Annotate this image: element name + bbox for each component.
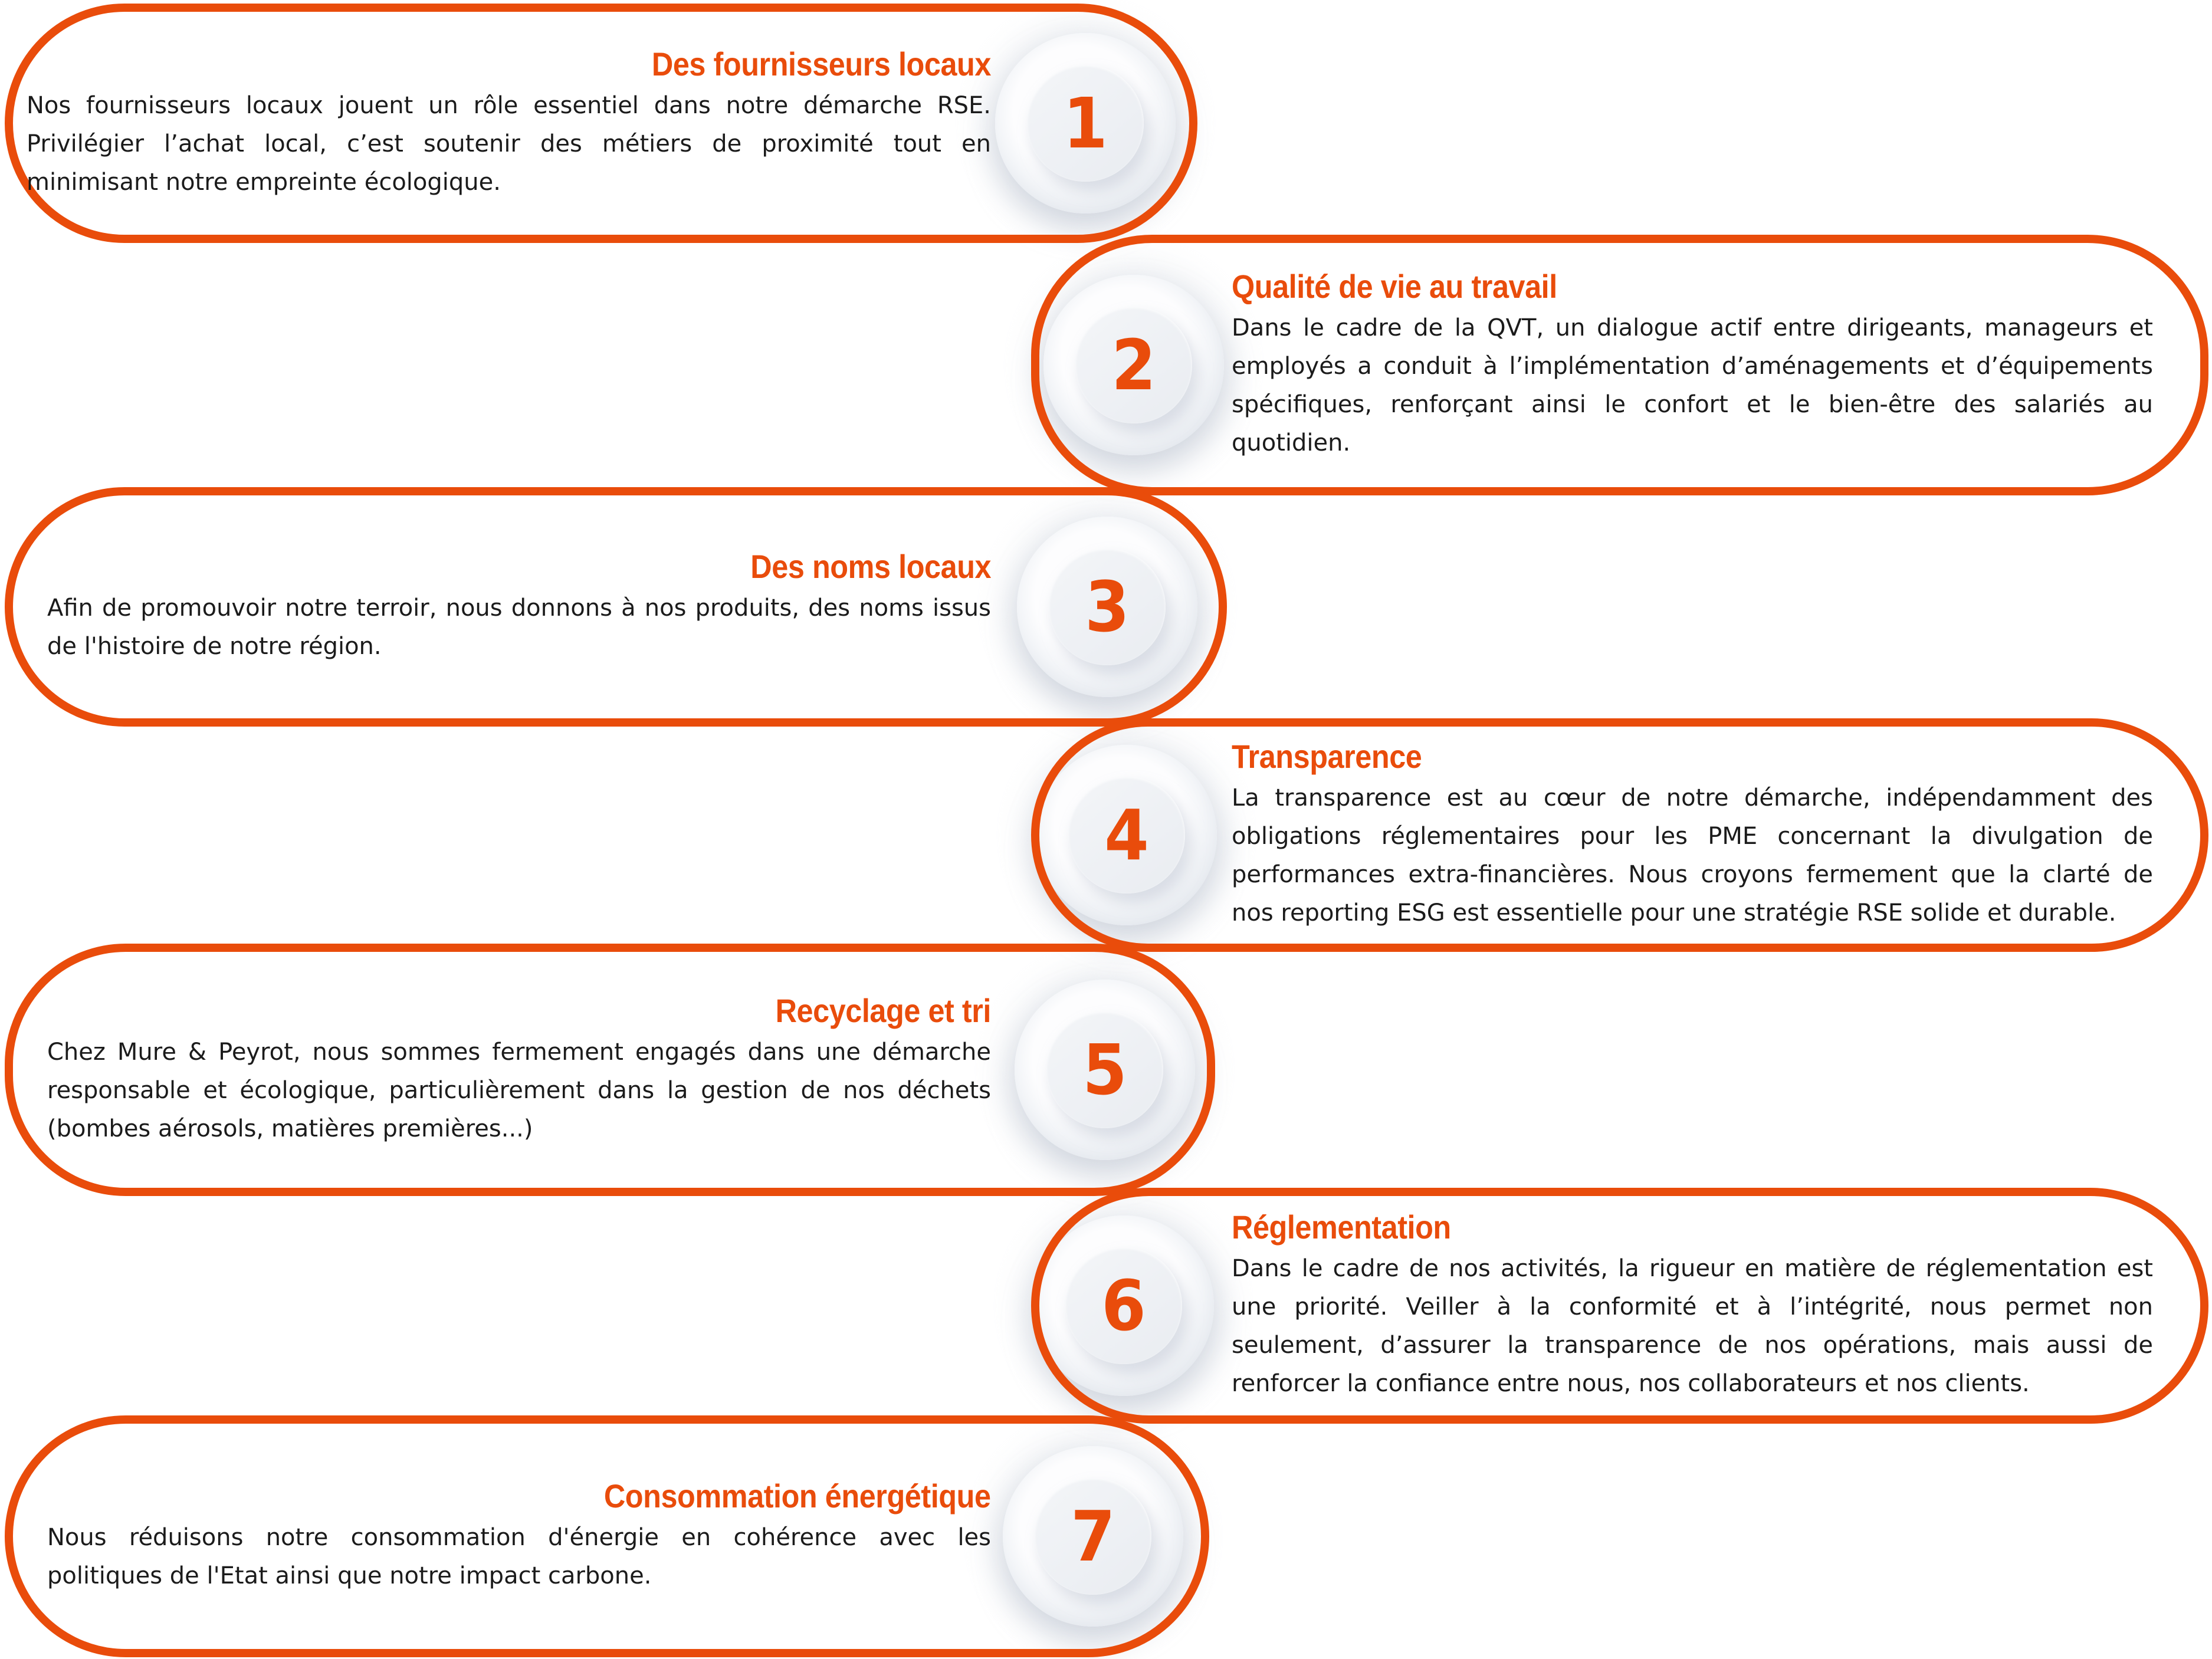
- step-4-body: La transparence est au cœur de notre démarche, indépendamment des obligations réglementaires pour les PME concernant la divulgation de performances extra-financières. Nous croyons fermement que la clarté de nos reporting ESG est essentielle pour une stratégie RSE solide et durable.: [1232, 784, 2153, 927]
- step-2-title: Qualité de vie au travail: [1232, 268, 1557, 305]
- step-7-content: [47, 1415, 991, 1657]
- step-6-content: [1232, 1188, 2153, 1424]
- step-1-content: [27, 4, 991, 243]
- step-3-content: [47, 487, 991, 727]
- step-6-number: 6: [1101, 1265, 1146, 1346]
- step-2-number: 2: [1111, 324, 1156, 406]
- step-1-number: 1: [1063, 83, 1108, 164]
- step-4-content: [1232, 718, 2153, 952]
- step-6-title: Réglementation: [1232, 1208, 1451, 1246]
- step-5-body: Chez Mure & Peyrot, nous sommes fermement engagés dans une démarche responsable et écologique, particulièrement dans la gestion de nos déchets (bombes aérosols, matières premières...): [47, 1038, 991, 1142]
- step-4-number: 4: [1104, 794, 1149, 876]
- step-1-title: Des fournisseurs locaux: [651, 45, 991, 83]
- step-6-body: Dans le cadre de nos activités, la rigueur en matière de réglementation est une priorité. Veiller à la conformité et à l’intégrité, nous permet non seulement, d’assurer la transparence de nos opérations, mais aussi de renforcer la confiance entre nous, nos collaborateurs et nos clients.: [1232, 1255, 2153, 1397]
- step-1-body: Nos fournisseurs locaux jouent un rôle essentiel dans notre démarche RSE. Privilégier l’achat local, c’est soutenir des métiers de proximité tout en minimisant notre empreinte écologique.: [27, 91, 991, 196]
- step-7-title: Consommation énergétique: [604, 1477, 991, 1515]
- step-7-body: Nous réduisons notre consommation d'énergie en cohérence avec les politiques de l'Etat ainsi que notre impact carbone.: [47, 1524, 991, 1589]
- step-3-body: Afin de promouvoir notre terroir, nous donnons à nos produits, des noms issus de l'histoire de notre région.: [47, 594, 991, 660]
- step-5-number: 5: [1082, 1029, 1127, 1111]
- step-3-title: Des noms locaux: [750, 548, 991, 585]
- step-2-body: Dans le cadre de la QVT, un dialogue actif entre dirigeants, manageurs et employés a conduit à l’implémentation d’aménagements et d’équipements spécifiques, renforçant ainsi le confort et le bien-être des salariés au quotidien.: [1232, 314, 2153, 456]
- step-4-title: Transparence: [1232, 738, 1422, 775]
- step-5-content: [47, 944, 991, 1196]
- step-7-number: 7: [1071, 1496, 1115, 1577]
- step-2-content: [1232, 235, 2153, 495]
- step-5-title: Recyclage et tri: [775, 991, 991, 1029]
- step-3-number: 3: [1085, 566, 1130, 648]
